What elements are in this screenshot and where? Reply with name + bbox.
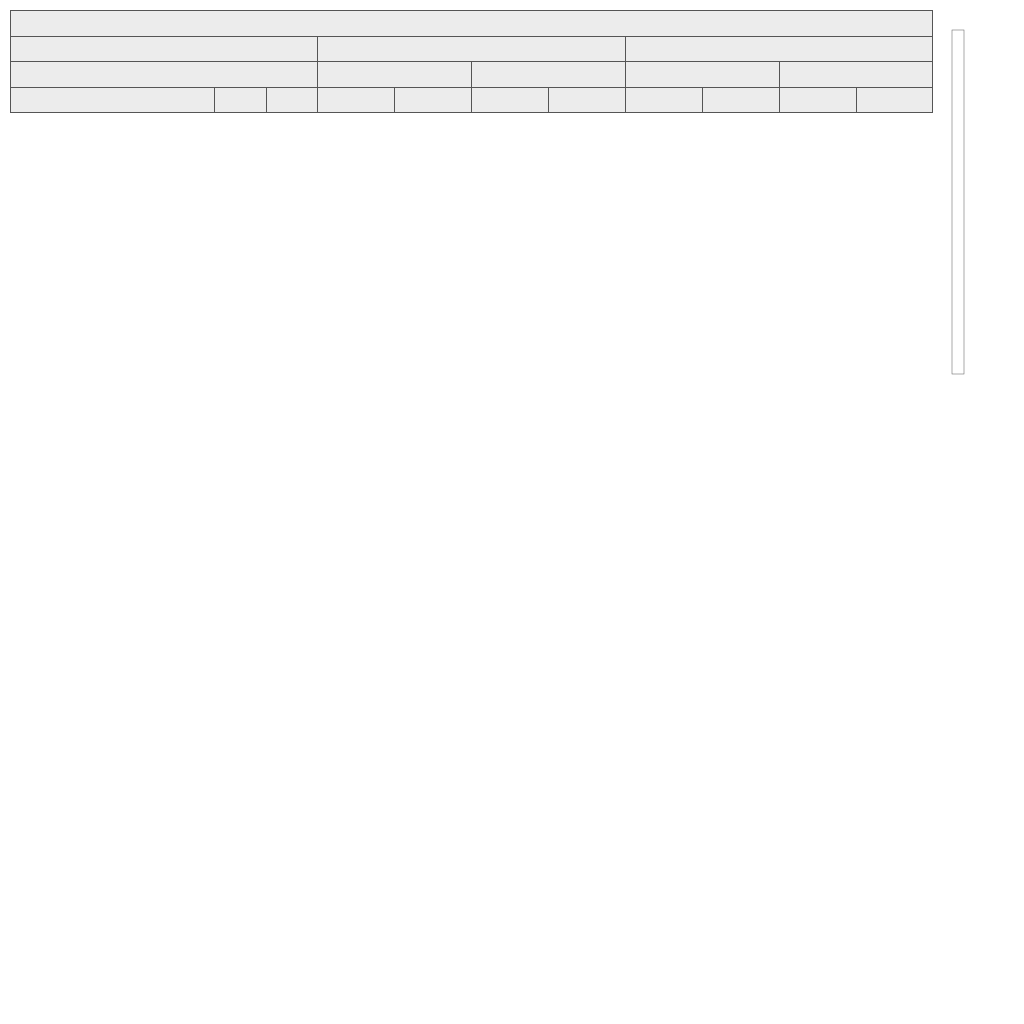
average-header <box>318 36 626 62</box>
std-header <box>626 36 933 62</box>
oblique1-column-header <box>780 87 857 113</box>
oblique1-column-header <box>626 87 703 113</box>
oblique1-column-header <box>472 87 549 113</box>
city-column-header <box>11 87 215 113</box>
std-high-mode-header <box>780 62 933 88</box>
colorbar <box>945 25 1015 385</box>
freq-column-header <box>267 87 318 113</box>
id-column-header <box>215 87 267 113</box>
oblique2-column-header <box>857 87 933 113</box>
site-info-header <box>11 62 318 88</box>
stats-table <box>10 10 933 113</box>
oblique2-column-header <box>549 87 626 113</box>
avg-high-mode-header <box>472 62 626 88</box>
avg-low-mode-header <box>318 62 472 88</box>
oblique1-column-header <box>318 87 395 113</box>
colorbar-gradient <box>952 30 964 374</box>
oblique2-column-header <box>703 87 780 113</box>
std-low-mode-header <box>626 62 780 88</box>
oblique2-column-header <box>395 87 472 113</box>
date-range <box>11 36 318 62</box>
table-title <box>11 11 933 37</box>
